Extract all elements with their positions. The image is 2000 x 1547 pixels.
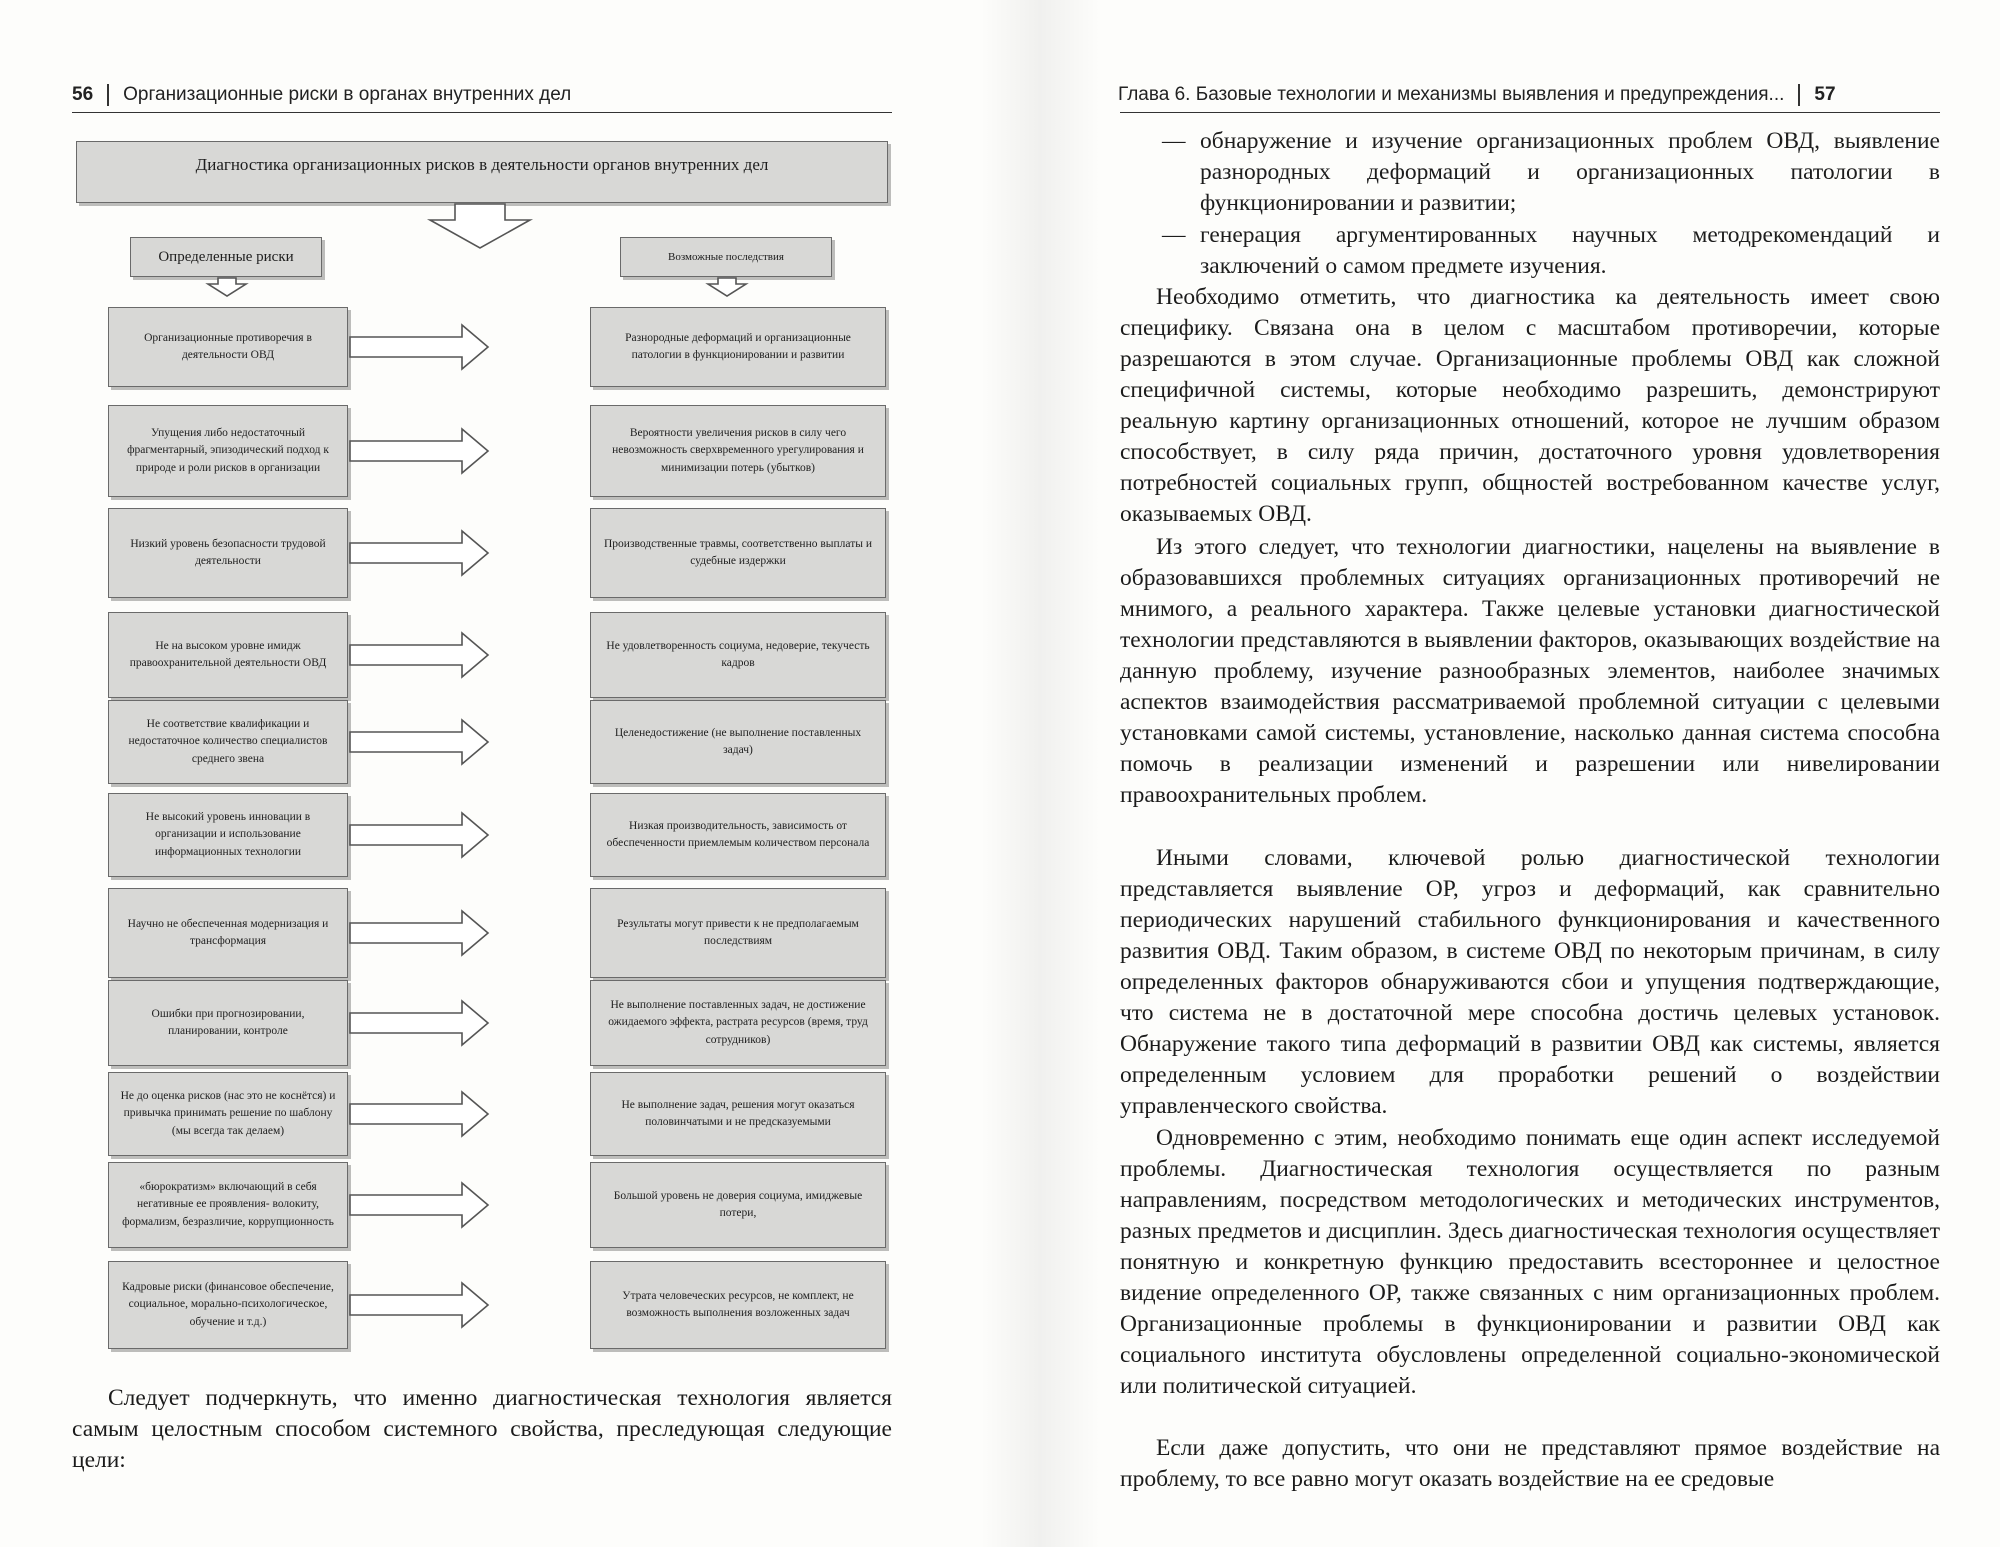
right-running-head	[1118, 80, 1836, 110]
consequence-box: Не выполнение поставленных задач, не достижение ожидаемого эффекта, растрата ресурсов (время, труд сотрудников)	[590, 980, 886, 1066]
paragraph-5: Если даже допустить, что они не представляют прямое воздействие на проблему, то все равно могут оказать воздействие на ее средовые	[1120, 1435, 1940, 1492]
diagram-title: Диагностика организационных рисков в деятельности органов внутренних дел	[76, 141, 888, 203]
page-number-left: 56	[72, 84, 94, 105]
row-arrow	[350, 911, 488, 955]
risk-box: Низкий уровень безопасности трудовой деятельности	[108, 508, 348, 598]
consequence-box: Большой уровень не доверия социума, имиджевые потери,	[590, 1162, 886, 1248]
row-arrow	[350, 429, 488, 473]
consequence-box: Вероятности увеличения рисков в силу чего невозможность сверхвременного урегулирования и минимизации потерь (убытков)	[590, 405, 886, 497]
row-arrow	[350, 813, 488, 857]
consequence-box: Целенедостижение (не выполнение поставленных задач)	[590, 700, 886, 784]
risk-box: Не высокий уровень инновации в организации и использование информационных технологии	[108, 793, 348, 877]
bullet-text: обнаружение и изучение организационных проблем ОВД, выявление разнородных деформаций и организационных патологии в функционировании и развитии;	[1200, 128, 1940, 216]
row-arrow	[350, 325, 488, 369]
row-arrow	[350, 1001, 488, 1045]
title-down-arrow	[430, 204, 530, 248]
risk-box: Не до оценка рисков (нас это не коснётся) и привычка принимать решение по шаблону (мы всегда так делаем)	[108, 1072, 348, 1156]
row-arrow	[350, 633, 488, 677]
risk-box: «бюрократизм» включающий в себя негативные ее проявления- волокиту, формализм, безразличие, коррупционность	[108, 1162, 348, 1248]
risk-box: Научно не обеспеченная модернизация и трансформация	[108, 888, 348, 978]
risk-box: Не соответствие квалификации и недостаточное количество специалистов среднего звена	[108, 700, 348, 784]
header-separator	[107, 84, 109, 106]
diagram-header-consequences: Возможные последствия	[620, 237, 832, 277]
consequence-box: Утрата человеческих ресурсов, не комплект, не возможность выполнения возложенных задач	[590, 1261, 886, 1349]
left-running-title: Организационные риски в органах внутренних дел	[123, 84, 572, 105]
bullet-text: генерация аргументированных научных методрекомендаций и заключений о самом предмете изучения.	[1200, 222, 1940, 279]
risk-box: Упущения либо недостаточный фрагментарный, эпизодический подход к природе и роли рисков в организации	[108, 405, 348, 497]
risk-box: Ошибки при прогнозировании, планировании, контроле	[108, 980, 348, 1066]
row-arrow	[350, 1183, 488, 1227]
left-running-head	[72, 80, 571, 110]
risk-box: Не на высоком уровне имидж правоохранительной деятельности ОВД	[108, 612, 348, 698]
paragraph-1: Необходимо отметить, что диагностика ка деятельность имеет свою специфику. Связана она в целом с масштабом противоречии, которые разрешаются в этом случае. Организационные проблемы ОВД как сложной специфичной системы, которые необходимо разрешить, демонстрируют реальную картину организационных отношений, которое не лучшим образом способствует, в силу ряда причин, достаточного уровня удовлетворения потребностей социальных групп, общностей востребованном качестве услуг, оказываемых ОВД.	[1120, 284, 1940, 527]
page-number-right: 57	[1814, 84, 1836, 105]
row-arrow	[350, 720, 488, 764]
consequence-box: Низкая производительность, зависимость от обеспеченности приемлемым количеством персонала	[590, 793, 886, 877]
consequence-box: Результаты могут привести к не предполагаемым последствиям	[590, 888, 886, 978]
consequence-box: Разнородные деформаций и организационные патологии в функционировании и развитии	[590, 307, 886, 387]
right-page	[1000, 0, 2000, 1547]
row-arrow	[350, 1283, 488, 1327]
right-header-rule	[1120, 112, 1940, 113]
paragraph-3: Иными словами, ключевой ролью диагностической технологии представляется выявление ОР, угроз и деформаций, как сравнительно периодических нарушений стабильного функционирования и качественного развития ОВД. Таким образом, в системе ОВД по некоторым причинам, в силу определенных факторов обнаруживаются сбои и упущения подтверждающие, что система не в достаточной мере способна достичь целевых установок. Обнаружение такого типа деформаций в развитии ОВД как системы, является определенным условием для проработки решений о воздействии управленческого свойства.	[1120, 845, 1940, 1119]
left-paragraph: Следует подчеркнуть, что именно диагностическая технология является самым целостным способом системного свойства, преследующая следующие цели:	[72, 1385, 892, 1473]
paragraph-2: Из этого следует, что технологии диагностики, нацелены на выявление в образовавшихся проблемных ситуациях организационных противоречий не мнимого, а реального характера. Также целевые установки диагностической технологии представляются в выявлении факторов, оказывающих воздействие на данную проблему, изучение разнообразных элементов, наиболее значимых аспектов взаимодействия рассматриваемой проблемной ситуации с целевыми установками самой системы, установление, насколько данная система способна помочь в реализации изменений и разрешении или нивелировании правоохранительных проблем.	[1120, 534, 1940, 808]
header-separator	[1798, 84, 1800, 106]
left-header-rule	[72, 112, 892, 113]
risk-box: Организационные противоречия в деятельности ОВД	[108, 307, 348, 387]
right-running-title: Глава 6. Базовые технологии и механизмы выявления и предупреждения...	[1118, 84, 1785, 105]
header-down-arrow	[208, 278, 246, 296]
consequence-box: Не удовлетворенность социума, недоверие, текучесть кадров	[590, 612, 886, 698]
dash-mark: —	[1162, 128, 1186, 154]
paragraph-4: Одновременно с этим, необходимо понимать еще один аспект исследуемой проблемы. Диагностическая технология осуществляется по разным направлениям, посредством методологических и методических инструментов, разных предметов и дисциплин. Здесь диагностическая технология осуществляет понятную и конкретную функцию предоставить всестороннее и целостное видение определенного ОР, также связанных с ним организационных проблем. Организационные проблемы в функционировании и развитии ОВД как социального института обусловлены определенной социально-экономической или политической ситуацией.	[1120, 1125, 1940, 1399]
risk-box: Кадровые риски (финансовое обеспечение, социальное, морально-психологическое, обучение и т.д.)	[108, 1261, 348, 1349]
dash-mark: —	[1162, 222, 1186, 248]
bullet-item	[1162, 220, 1940, 282]
row-arrow	[350, 531, 488, 575]
header-down-arrow	[708, 278, 746, 296]
consequence-box: Производственные травмы, соответственно выплаты и судебные издержки	[590, 508, 886, 598]
diagram-header-risks: Определенные риски	[130, 237, 322, 277]
row-arrow	[350, 1092, 488, 1136]
consequence-box: Не выполнение задач, решения могут оказаться половинчатыми и не предсказуемыми	[590, 1072, 886, 1156]
bullet-item	[1162, 126, 1940, 219]
